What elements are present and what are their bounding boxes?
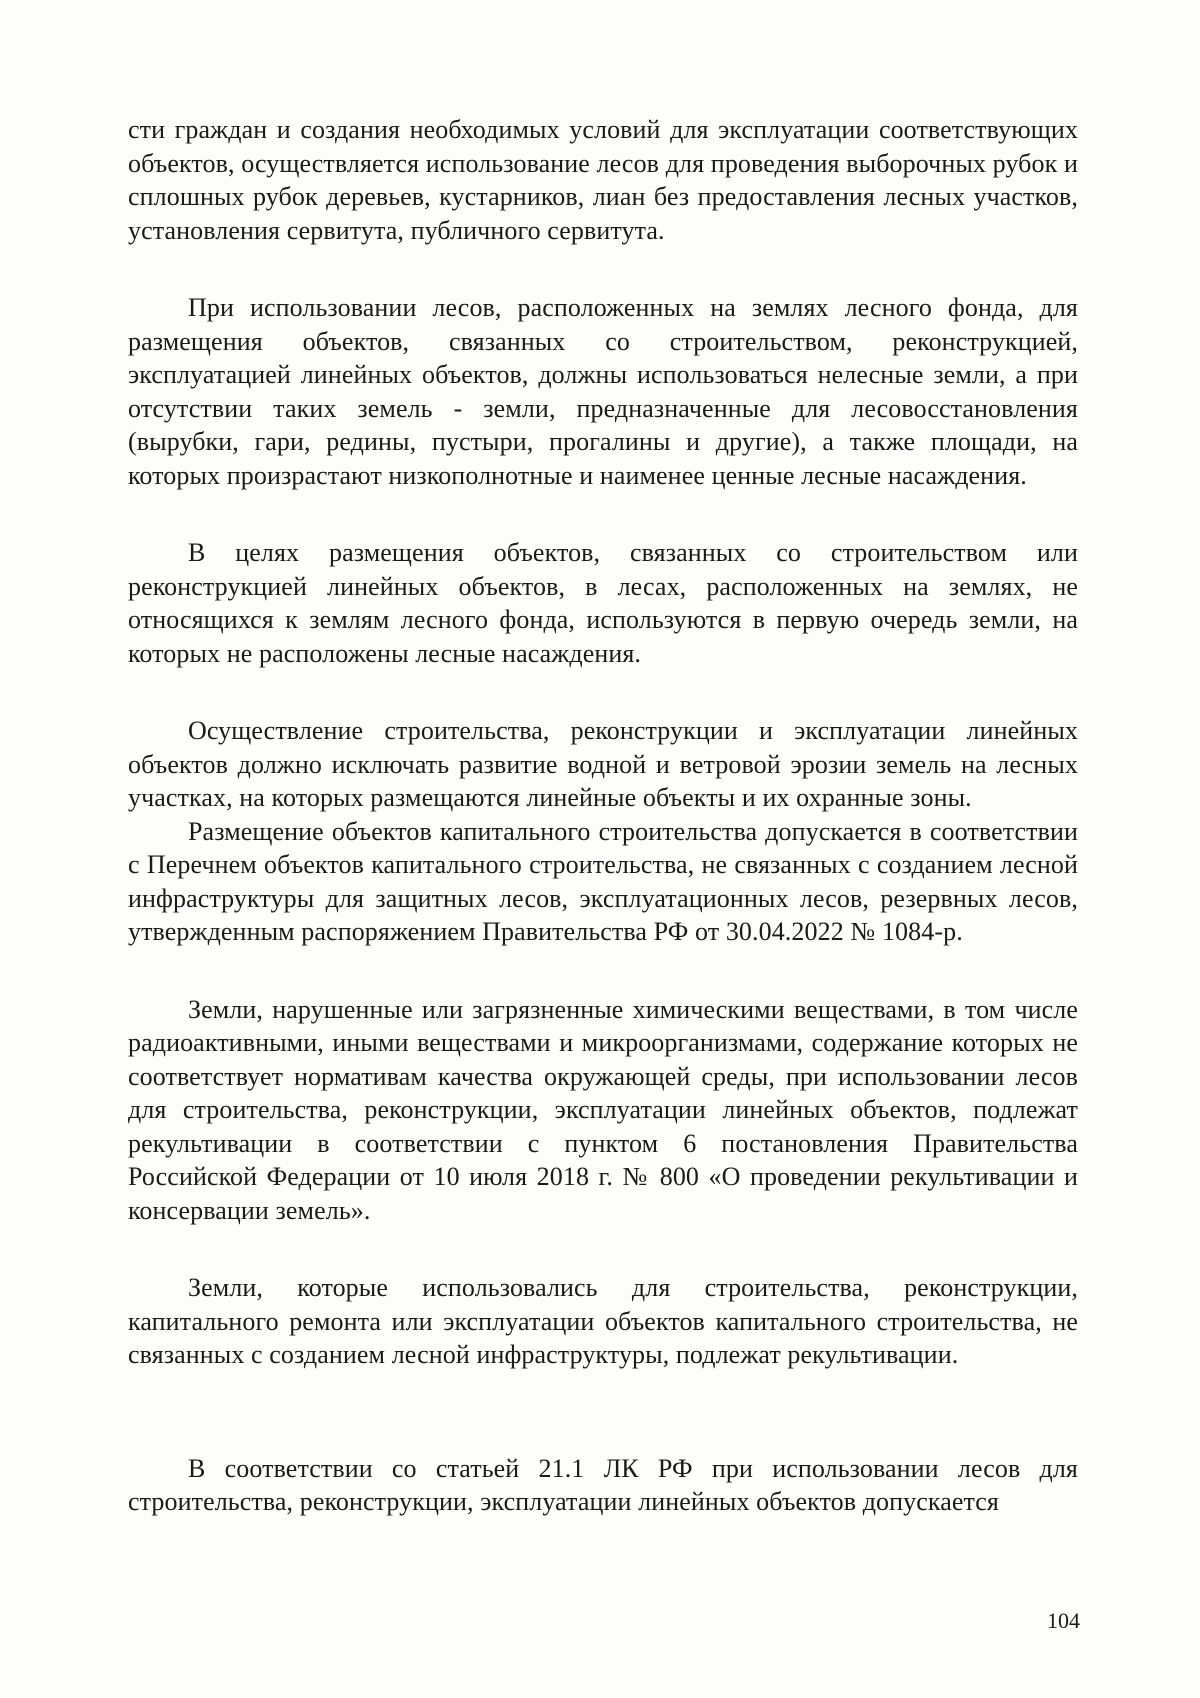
paragraph-gap bbox=[128, 247, 1078, 291]
page-number: 104 bbox=[1047, 1608, 1080, 1633]
paragraph-gap bbox=[128, 492, 1078, 536]
paragraph-5: Размещение объектов капитального строительства допускается в соответствии с Перечнем объектов капитального строительства, не связанных с созданием лесной инфраструктуры для защитных лесов, эксплуатационных лесов, резервных лесов, утвержденным распоряжением Правительства РФ от 30.04.2022 № 1084-р. bbox=[128, 816, 1078, 946]
paragraph-7: Земли, которые использовались для строительства, реконструкции, капитального ремонта или эксплуатации объектов капитального строительства, не связанных с созданием лесной инфраструктуры, подлежат рекультивации. bbox=[128, 1273, 1078, 1369]
paragraph-1: сти граждан и создания необходимых условий для эксплуатации соответствующих объектов, осуществляется использование лесов для проведения выборочных рубок и сплошных рубок деревьев, кустарников, лиан без предоставления лесных участков, установления сервитута, публичного сервитута. bbox=[128, 115, 1078, 245]
paragraph-8: В соответствии со статьей 21.1 ЛК РФ при использовании лесов для строительства, реконструкции, эксплуатации линейных объектов допускается bbox=[128, 1453, 1078, 1516]
paragraph-4: Осуществление строительства, реконструкции и эксплуатации линейных объектов должно исключать развитие водной и ветровой эрозии земель на лесных участках, на которых размещаются линейные объекты и их охранные зоны. bbox=[128, 716, 1078, 812]
paragraph-gap bbox=[128, 1227, 1078, 1271]
paragraph-6: Земли, нарушенные или загрязненные химическими веществами, в том числе радиоактивными, иными веществами и микроорганизмами, содержание которых не соответствует нормативам качества окружающей среды, при использовании лесов для строительства, реконструкции, эксплуатации линейных объектов, подлежат рекультивации в соответствии с пунктом 6 постановления Правительства Российской Федерации от 10 июля 2018 г. № 800 «О проведении рекультивации и консервации земель». bbox=[128, 994, 1078, 1225]
paragraph-gap bbox=[128, 949, 1078, 993]
paragraph-3: В целях размещения объектов, связанных со строительством или реконструкцией линейных объектов, в лесах, расположенных на землях, не относящихся к землям лесного фонда, используются в первую очередь земли, на которых не расположены лесные насаждения. bbox=[128, 538, 1078, 668]
paragraph-gap bbox=[128, 670, 1078, 714]
document-body bbox=[128, 113, 1078, 1519]
paragraph-gap bbox=[128, 1372, 1078, 1452]
paragraph-2: При использовании лесов, расположенных на землях лесного фонда, для размещения объектов, связанных со строительством, реконструкцией, эксплуатацией линейных объектов, должны использоваться нелесные земли, а при отсутствии таких земель - земли, предназначенные для лесовосстановления (вырубки, гари, редины, пустыри, прогалины и другие), а также площади, на которых произрастают низкополнотные и наименее ценные лесные насаждения. bbox=[128, 293, 1078, 490]
